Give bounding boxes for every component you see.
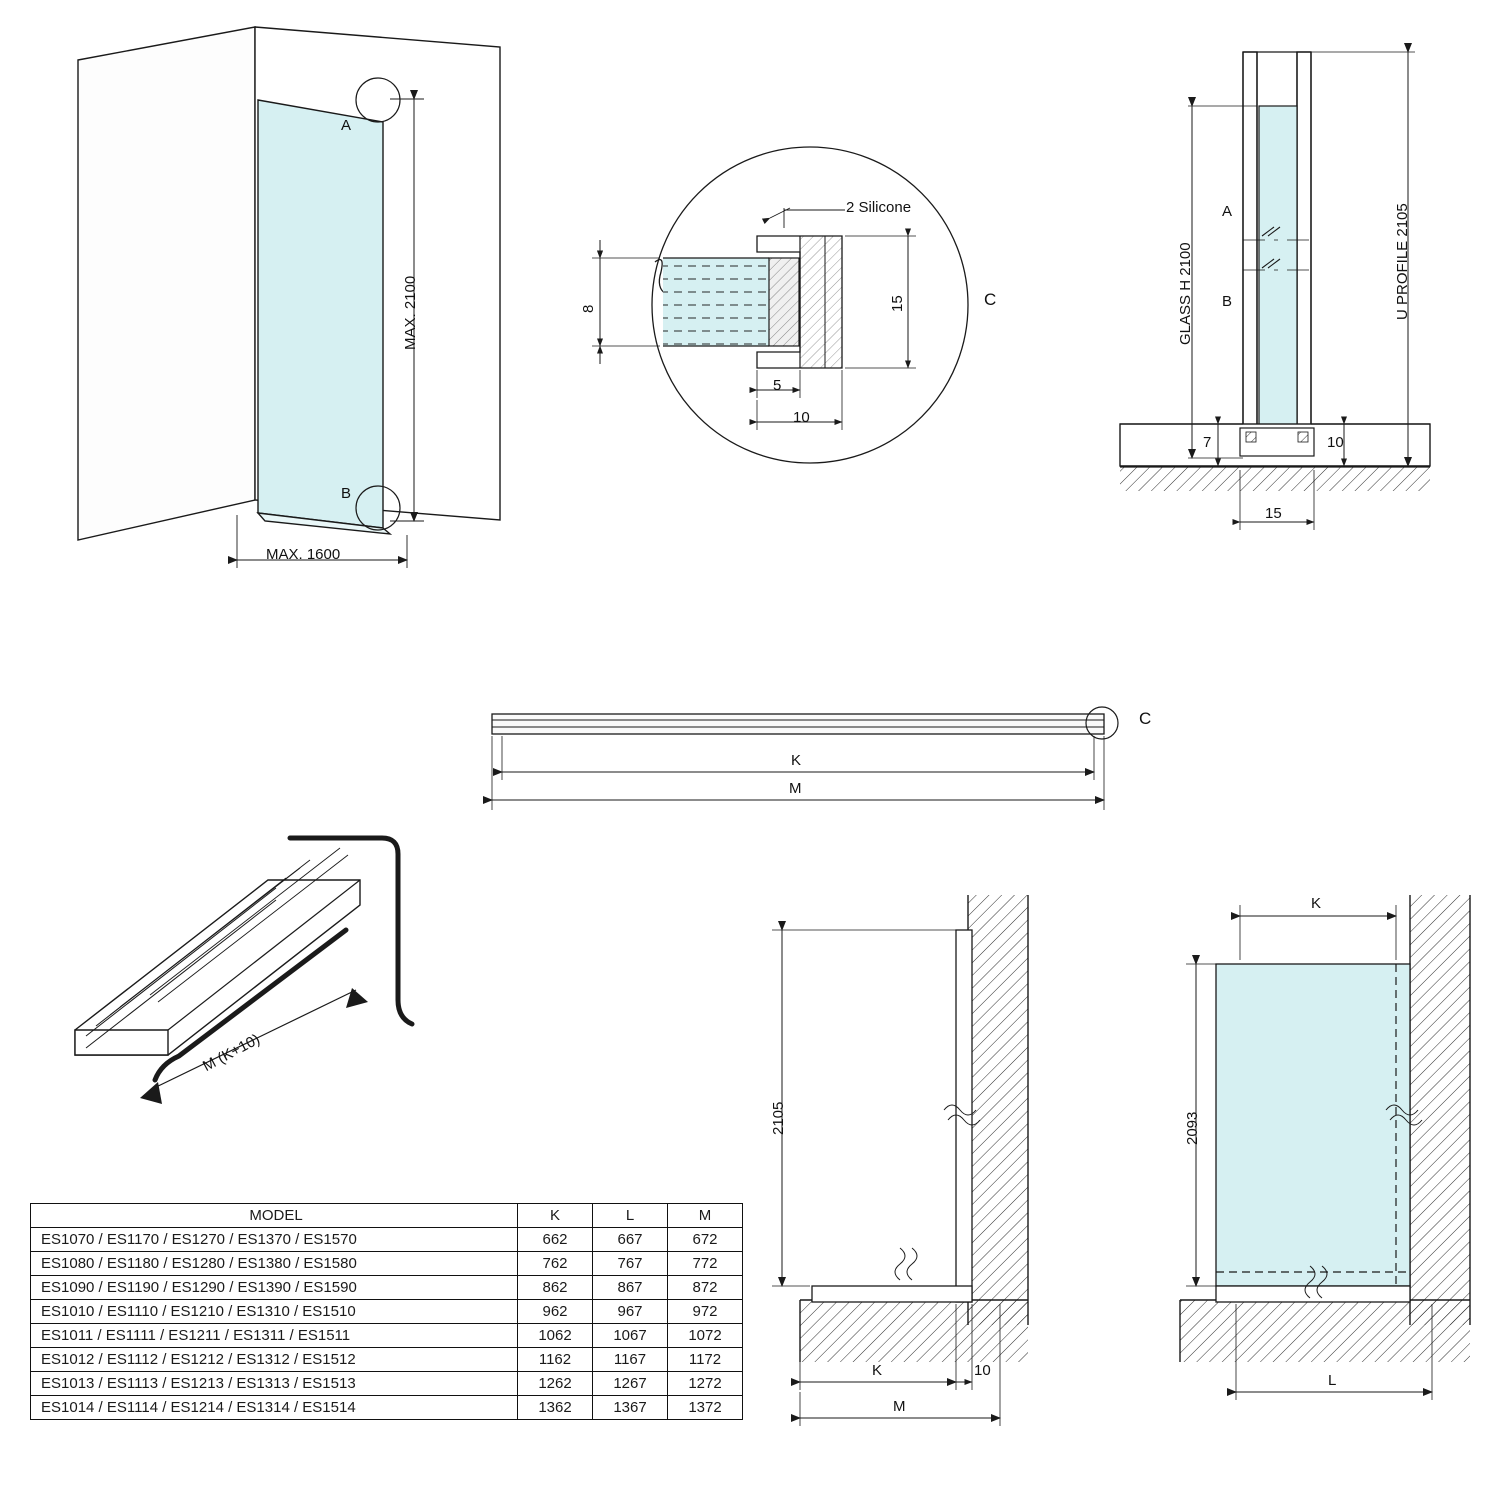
wall-right-dim-l: L <box>1328 1372 1337 1389</box>
table-row <box>31 1396 743 1420</box>
profile-height-dim: 15 <box>889 295 906 312</box>
view1-label-a: A <box>341 117 352 134</box>
wall-left-dim-m: M <box>893 1398 906 1415</box>
table-row <box>31 1348 743 1372</box>
cell-k: 1362 <box>518 1396 593 1420</box>
model-spec-table <box>30 1203 743 1420</box>
glass-height-dim: GLASS H 2100 <box>1177 242 1194 345</box>
wall-left-height-dim: 2105 <box>770 1101 787 1135</box>
cell-m: 1372 <box>668 1396 743 1420</box>
wall-right-height-dim: 2093 <box>1184 1111 1201 1145</box>
cell-k: 1262 <box>518 1372 593 1396</box>
cell-l: 1167 <box>593 1348 668 1372</box>
cell-m: 972 <box>668 1300 743 1324</box>
glass-thickness-dim: 8 <box>580 304 597 313</box>
cell-model: ES1070 / ES1170 / ES1270 / ES1370 / ES1570 <box>31 1228 518 1252</box>
cell-k: 662 <box>518 1228 593 1252</box>
cell-k: 762 <box>518 1252 593 1276</box>
table-row <box>31 1228 743 1252</box>
cell-k: 1162 <box>518 1348 593 1372</box>
cell-l: 967 <box>593 1300 668 1324</box>
table-row <box>31 1372 743 1396</box>
cell-m: 1172 <box>668 1348 743 1372</box>
profile-bar-view <box>492 707 1118 810</box>
table-row <box>31 1252 743 1276</box>
cell-l: 1267 <box>593 1372 668 1396</box>
cell-k: 1062 <box>518 1324 593 1348</box>
wall-section-left <box>772 895 1028 1426</box>
section-dim-10: 10 <box>1327 434 1344 451</box>
cell-m: 672 <box>668 1228 743 1252</box>
view1-width-dim: MAX. 1600 <box>266 546 341 563</box>
cell-l: 767 <box>593 1252 668 1276</box>
detail-c-section <box>592 147 968 463</box>
wall-section-right <box>1180 895 1470 1400</box>
view1-label-b: B <box>341 485 352 502</box>
header-l: L <box>593 1204 668 1228</box>
view-perspective <box>78 27 500 568</box>
section-dim-15: 15 <box>1265 505 1282 522</box>
cell-model: ES1011 / ES1111 / ES1211 / ES1311 / ES1511 <box>31 1324 518 1348</box>
cell-m: 1272 <box>668 1372 743 1396</box>
view1-height-dim: MAX. 2100 <box>402 275 419 350</box>
profile-bar-callout: C <box>1139 709 1152 728</box>
detail-c-callout: C <box>984 290 997 309</box>
profile-isometric <box>75 838 412 1104</box>
u-profile-dim: U PROFILE 2105 <box>1394 203 1411 320</box>
cell-l: 667 <box>593 1228 668 1252</box>
header-m: M <box>668 1204 743 1228</box>
wall-right-dim-k: K <box>1311 895 1322 912</box>
cell-m: 872 <box>668 1276 743 1300</box>
wall-left-dim-10: 10 <box>974 1362 991 1379</box>
silicone-label: 2 Silicone <box>846 199 912 216</box>
cell-model: ES1080 / ES1180 / ES1280 / ES1380 / ES1580 <box>31 1252 518 1276</box>
section-label-a: A <box>1222 203 1233 220</box>
cell-m: 772 <box>668 1252 743 1276</box>
cell-m: 1072 <box>668 1324 743 1348</box>
section-dim-7: 7 <box>1203 434 1212 451</box>
cell-k: 962 <box>518 1300 593 1324</box>
cell-model: ES1014 / ES1114 / ES1214 / ES1314 / ES1514 <box>31 1396 518 1420</box>
profile-bar-dim-k: K <box>791 752 802 769</box>
cell-l: 867 <box>593 1276 668 1300</box>
detail-outer-dim: 10 <box>793 409 810 426</box>
section-label-b: B <box>1222 293 1233 310</box>
table-row <box>31 1300 743 1324</box>
detail-inner-dim: 5 <box>773 377 782 394</box>
cell-model: ES1010 / ES1110 / ES1210 / ES1310 / ES1510 <box>31 1300 518 1324</box>
cell-l: 1067 <box>593 1324 668 1348</box>
header-model: MODEL <box>31 1204 518 1228</box>
header-k: K <box>518 1204 593 1228</box>
profile-iso-dim: M (K+10) <box>200 1030 263 1076</box>
cell-model: ES1013 / ES1113 / ES1213 / ES1313 / ES1513 <box>31 1372 518 1396</box>
table-row <box>31 1324 743 1348</box>
section-glass-u-profile <box>1120 52 1430 530</box>
cell-l: 1367 <box>593 1396 668 1420</box>
table-row <box>31 1276 743 1300</box>
table-header-row <box>31 1204 743 1228</box>
profile-bar-dim-m: M <box>789 780 802 797</box>
cell-model: ES1090 / ES1190 / ES1290 / ES1390 / ES1590 <box>31 1276 518 1300</box>
cell-model: ES1012 / ES1112 / ES1212 / ES1312 / ES1512 <box>31 1348 518 1372</box>
wall-left-dim-k: K <box>872 1362 883 1379</box>
cell-k: 862 <box>518 1276 593 1300</box>
